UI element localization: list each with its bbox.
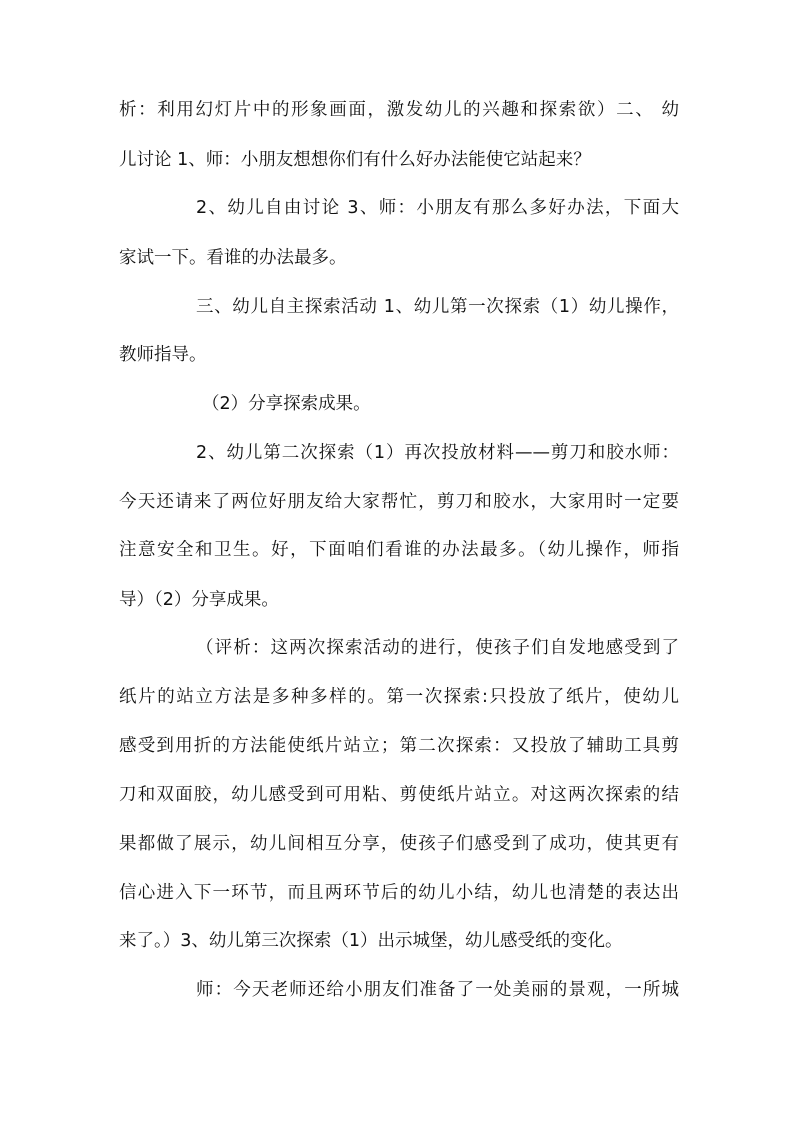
paragraph-line: 析：利用幻灯片中的形象画面，激发幼儿的兴趣和探索欲）二、 幼: [119, 100, 679, 120]
paragraph-line: 刀和双面胶，幼儿感受到可用粘、剪使纸片站立。对这两次探索的结: [119, 785, 679, 805]
paragraph-line: 感受到用折的方法能使纸片站立；第二次探索：又投放了辅助工具剪: [119, 736, 679, 756]
paragraph-line: 三、幼儿自主探索活动 1、幼儿第一次探索（1）幼儿操作，: [196, 297, 679, 317]
paragraph-line: 2、幼儿第二次探索（1）再次投放材料——剪刀和胶水师：: [196, 443, 679, 463]
paragraph-line: 师：今天老师还给小朋友们准备了一处美丽的景观，一所城: [196, 980, 679, 1000]
paragraph-line: 家试一下。看谁的办法最多。: [119, 248, 347, 268]
paragraph-line: 今天还请来了两位好朋友给大家帮忙，剪刀和胶水，大家用时一定要: [119, 492, 679, 512]
paragraph-line: 来了。）3、幼儿第三次探索（1）出示城堡，幼儿感受纸的变化。: [119, 931, 623, 951]
paragraph-line: 果都做了展示，幼儿间相互分享，使孩子们感受到了成功，使其更有: [119, 834, 679, 854]
paragraph-line: 导）（2）分享成果。: [119, 590, 279, 610]
paragraph-line: 教师指导。: [119, 345, 207, 365]
paragraph-line: 2、幼儿自由讨论 3、师：小朋友有那么多好办法，下面大: [196, 198, 679, 218]
paragraph-line: 信心进入下一环节，而且两环节后的幼儿小结，幼儿也清楚的表达出: [119, 883, 679, 903]
paragraph-line: （评析：这两次探索活动的进行，使孩子们自发地感受到了: [196, 638, 679, 658]
paragraph-line: （2）分享探索成果。: [202, 394, 371, 414]
paragraph-line: 纸片的站立方法是多种多样的。第一次探索:只投放了纸片，使幼儿: [119, 687, 679, 707]
paragraph-line: 注意安全和卫生。好，下面咱们看谁的办法最多。（幼儿操作，师指: [119, 540, 679, 560]
paragraph-line: 儿讨论 1、师：小朋友想想你们有什么好办法能使它站起来？: [119, 150, 591, 170]
